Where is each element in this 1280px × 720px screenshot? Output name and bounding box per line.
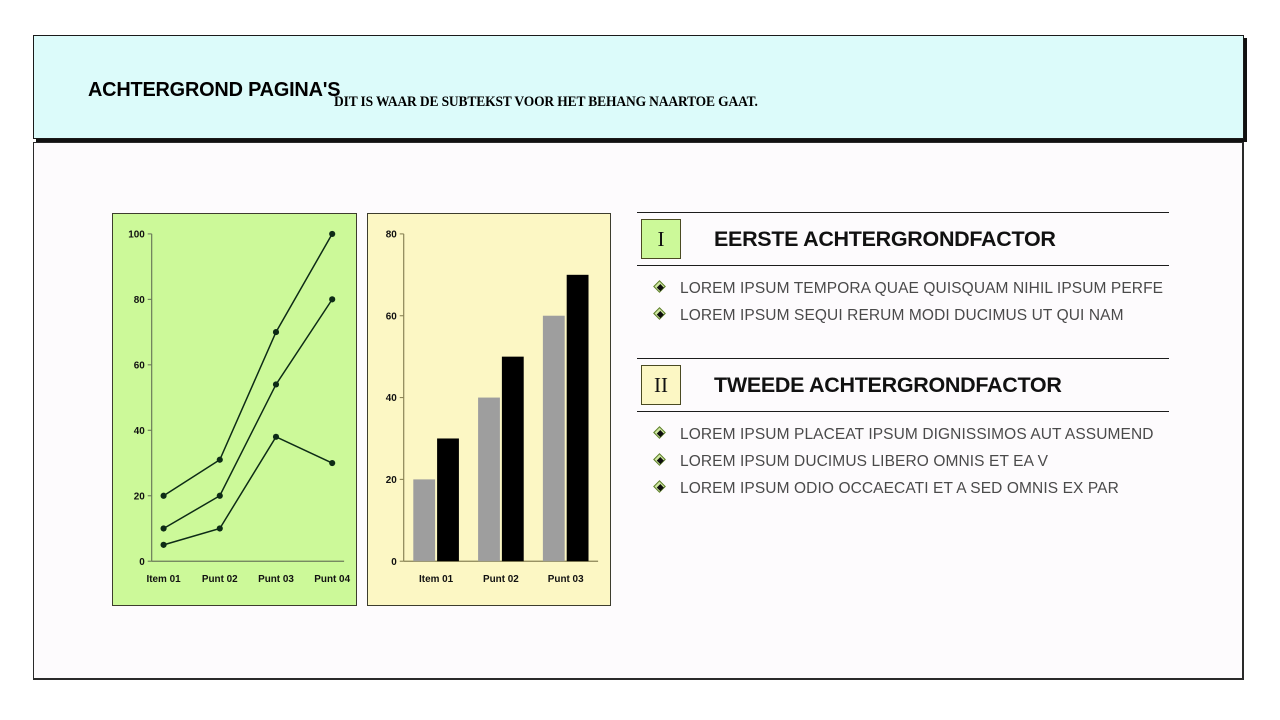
- diamond-bullet-icon: [655, 309, 668, 322]
- list-item-label: LOREM IPSUM PLACEAT IPSUM DIGNISSIMOS AUT ASSUMEND: [680, 426, 1154, 443]
- list-item-label: LOREM IPSUM TEMPORA QUAE QUISQUAM NIHIL IPSUM PERFE: [680, 280, 1164, 297]
- svg-text:0: 0: [391, 556, 397, 568]
- svg-text:Punt 02: Punt 02: [483, 574, 519, 586]
- list-item: [655, 426, 1169, 444]
- svg-text:Punt 02: Punt 02: [201, 574, 238, 586]
- svg-text:100: 100: [128, 229, 145, 241]
- section-tweede: [637, 358, 1169, 509]
- bar-chart: [368, 214, 610, 605]
- page-title: ACHTERGROND PAGINA'S: [88, 78, 341, 101]
- svg-text:0: 0: [139, 556, 145, 568]
- section-header: [637, 213, 1169, 265]
- diamond-bullet-icon: [655, 455, 668, 468]
- diamond-bullet-icon: [655, 282, 668, 295]
- section-title: TWEEDE ACHTERGRONDFACTOR: [714, 372, 1062, 397]
- list-item-label: LOREM IPSUM DUCIMUS LIBERO OMNIS ET EA V: [680, 453, 1049, 470]
- section-header: [637, 359, 1169, 411]
- svg-text:Punt 04: Punt 04: [314, 574, 351, 586]
- svg-text:60: 60: [385, 311, 397, 323]
- title-group: [88, 78, 804, 110]
- svg-text:40: 40: [385, 393, 397, 405]
- svg-text:20: 20: [385, 474, 397, 486]
- page-subtitle: DIT IS WAAR DE SUBTEKST VOOR HET BEHANG NAARTOE GAAT.: [334, 94, 758, 110]
- header-banner: [33, 35, 1244, 139]
- svg-text:80: 80: [385, 229, 397, 241]
- list-item: [655, 480, 1169, 498]
- bullet-list: [637, 266, 1169, 336]
- list-item: [655, 307, 1169, 325]
- factors-column: [637, 212, 1169, 531]
- bullet-list: [637, 412, 1169, 509]
- svg-text:60: 60: [133, 360, 145, 372]
- svg-text:40: 40: [133, 425, 145, 437]
- list-item: [655, 453, 1169, 471]
- svg-text:Punt 03: Punt 03: [258, 574, 294, 586]
- list-item: [655, 280, 1169, 298]
- section-numeral-badge: I: [641, 219, 681, 259]
- list-item-label: LOREM IPSUM SEQUI RERUM MODI DUCIMUS UT QUI NAM: [680, 307, 1124, 324]
- section-title: EERSTE ACHTERGRONDFACTOR: [714, 226, 1056, 251]
- svg-text:Item 01: Item 01: [146, 574, 181, 586]
- line-chart: [113, 214, 356, 605]
- section-eerste: [637, 212, 1169, 336]
- diamond-bullet-icon: [655, 428, 668, 441]
- bar-chart-panel: [367, 213, 611, 606]
- svg-text:20: 20: [133, 491, 145, 503]
- svg-text:Punt 03: Punt 03: [547, 574, 584, 586]
- list-item-label: LOREM IPSUM ODIO OCCAECATI ET A SED OMNIS EX PAR: [680, 480, 1119, 497]
- svg-text:80: 80: [133, 294, 145, 306]
- svg-text:Item 01: Item 01: [419, 574, 454, 586]
- diamond-bullet-icon: [655, 482, 668, 495]
- section-numeral-badge: II: [641, 365, 681, 405]
- line-chart-panel: [112, 213, 357, 606]
